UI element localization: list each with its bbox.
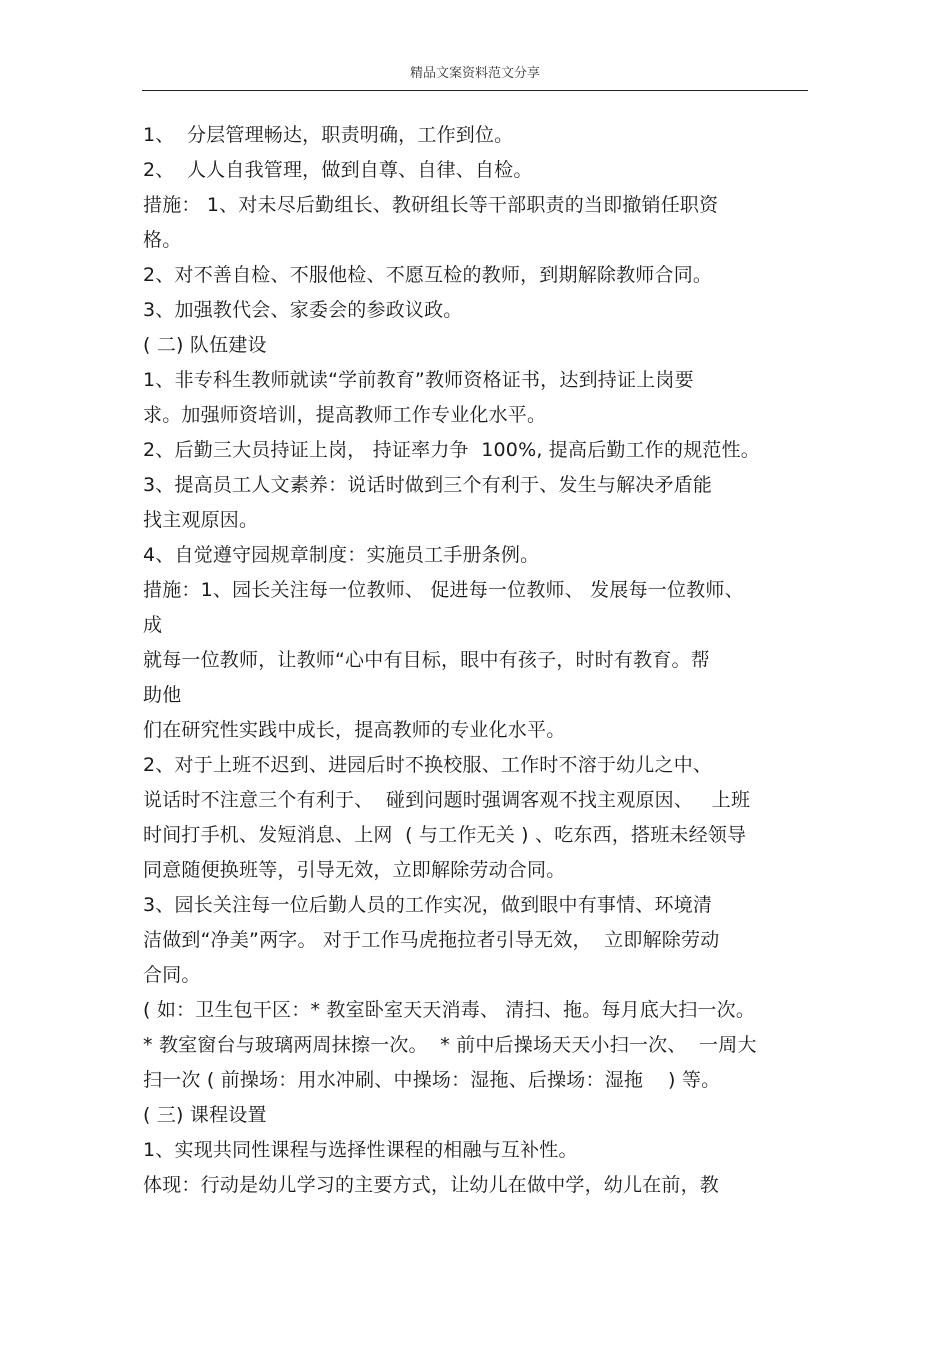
text-line: 3、提高员工人文素养：说话时做到三个有利于、发生与解决矛盾能 bbox=[143, 474, 713, 496]
text-line: 时间打手机、发短消息、上网 ( 与工作无关 ) 、吃东西，搭班未经领导 bbox=[143, 824, 747, 846]
text-line: 2、 人人自我管理，做到自尊、自律、自检。 bbox=[143, 159, 533, 181]
section-heading: ( 二) 队伍建设 bbox=[143, 334, 267, 356]
text-line: * 教室窗台与玻璃两周抹擦一次。 * 前中后操场天天小扫一次、 一周大 bbox=[143, 1034, 757, 1056]
text-line: 1、 分层管理畅达，职责明确，工作到位。 bbox=[143, 124, 514, 146]
text-line: ( 如：卫生包干区：* 教室卧室天天消毒、 清扫、拖。每月底大扫一次。 bbox=[143, 999, 756, 1021]
text-line: 体现：行动是幼儿学习的主要方式，让幼儿在做中学，幼儿在前，教 bbox=[143, 1174, 720, 1196]
text-line: 扫一次 ( 前操场：用水冲刷、中操场：湿拖、后操场：湿拖 ) 等。 bbox=[143, 1069, 721, 1091]
text-line: 们在研究性实践中成长，提高教师的专业化水平。 bbox=[143, 719, 566, 741]
text-line: 助他 bbox=[143, 684, 182, 706]
text-line: 措施：1、园长关注每一位教师、 促进每一位教师、 发展每一位教师、 bbox=[143, 579, 744, 601]
text-line: 就每一位教师，让教师“心中有目标，眼中有孩子，时时有教育。帮 bbox=[143, 649, 710, 671]
text-line: 3、园长关注每一位后勤人员的工作实况，做到眼中有事情、环境清 bbox=[143, 894, 713, 916]
text-line: 1、非专科生教师就读“学前教育”教师资格证书，达到持证上岗要 bbox=[143, 369, 694, 391]
text-line: 措施： 1、对未尽后勤组长、教研组长等干部职责的当即撤销任职资 bbox=[143, 194, 719, 216]
text-line: 3、加强教代会、家委会的参政议政。 bbox=[143, 299, 463, 321]
text-line: 成 bbox=[143, 614, 163, 636]
text-line: 洁做到“净美”两字。 对于工作马虎拖拉者引导无效， 立即解除劳动 bbox=[143, 929, 720, 951]
section-heading: ( 三) 课程设置 bbox=[143, 1104, 267, 1126]
text-line: 找主观原因。 bbox=[143, 509, 259, 531]
header-rule bbox=[142, 90, 808, 91]
text-line: 4、自觉遵守园规章制度：实施员工手册条例。 bbox=[143, 544, 540, 566]
text-line: 说话时不注意三个有利于、 碰到问题时强调客观不找主观原因、 上班 bbox=[143, 789, 751, 811]
text-line: 同意随便换班等，引导无效，立即解除劳动合同。 bbox=[143, 859, 566, 881]
text-line: 2、对于上班不迟到、进园后时不换校服、工作时不溶于幼儿之中、 bbox=[143, 754, 713, 776]
text-line: 合同。 bbox=[143, 964, 201, 986]
text-line: 格。 bbox=[143, 229, 182, 251]
text-line: 求。加强师资培训，提高教师工作专业化水平。 bbox=[143, 404, 547, 426]
text-line: 2、后勤三大员持证上岗， 持证率力争 100%, 提高后勤工作的规范性。 bbox=[143, 439, 761, 461]
text-line: 1、实现共同性课程与选择性课程的相融与互补性。 bbox=[143, 1139, 578, 1161]
text-line: 2、对不善自检、不服他检、不愿互检的教师，到期解除教师合同。 bbox=[143, 264, 713, 286]
document-body bbox=[143, 118, 823, 1203]
page-header: 精品文案资料范文分享 bbox=[409, 66, 540, 81]
